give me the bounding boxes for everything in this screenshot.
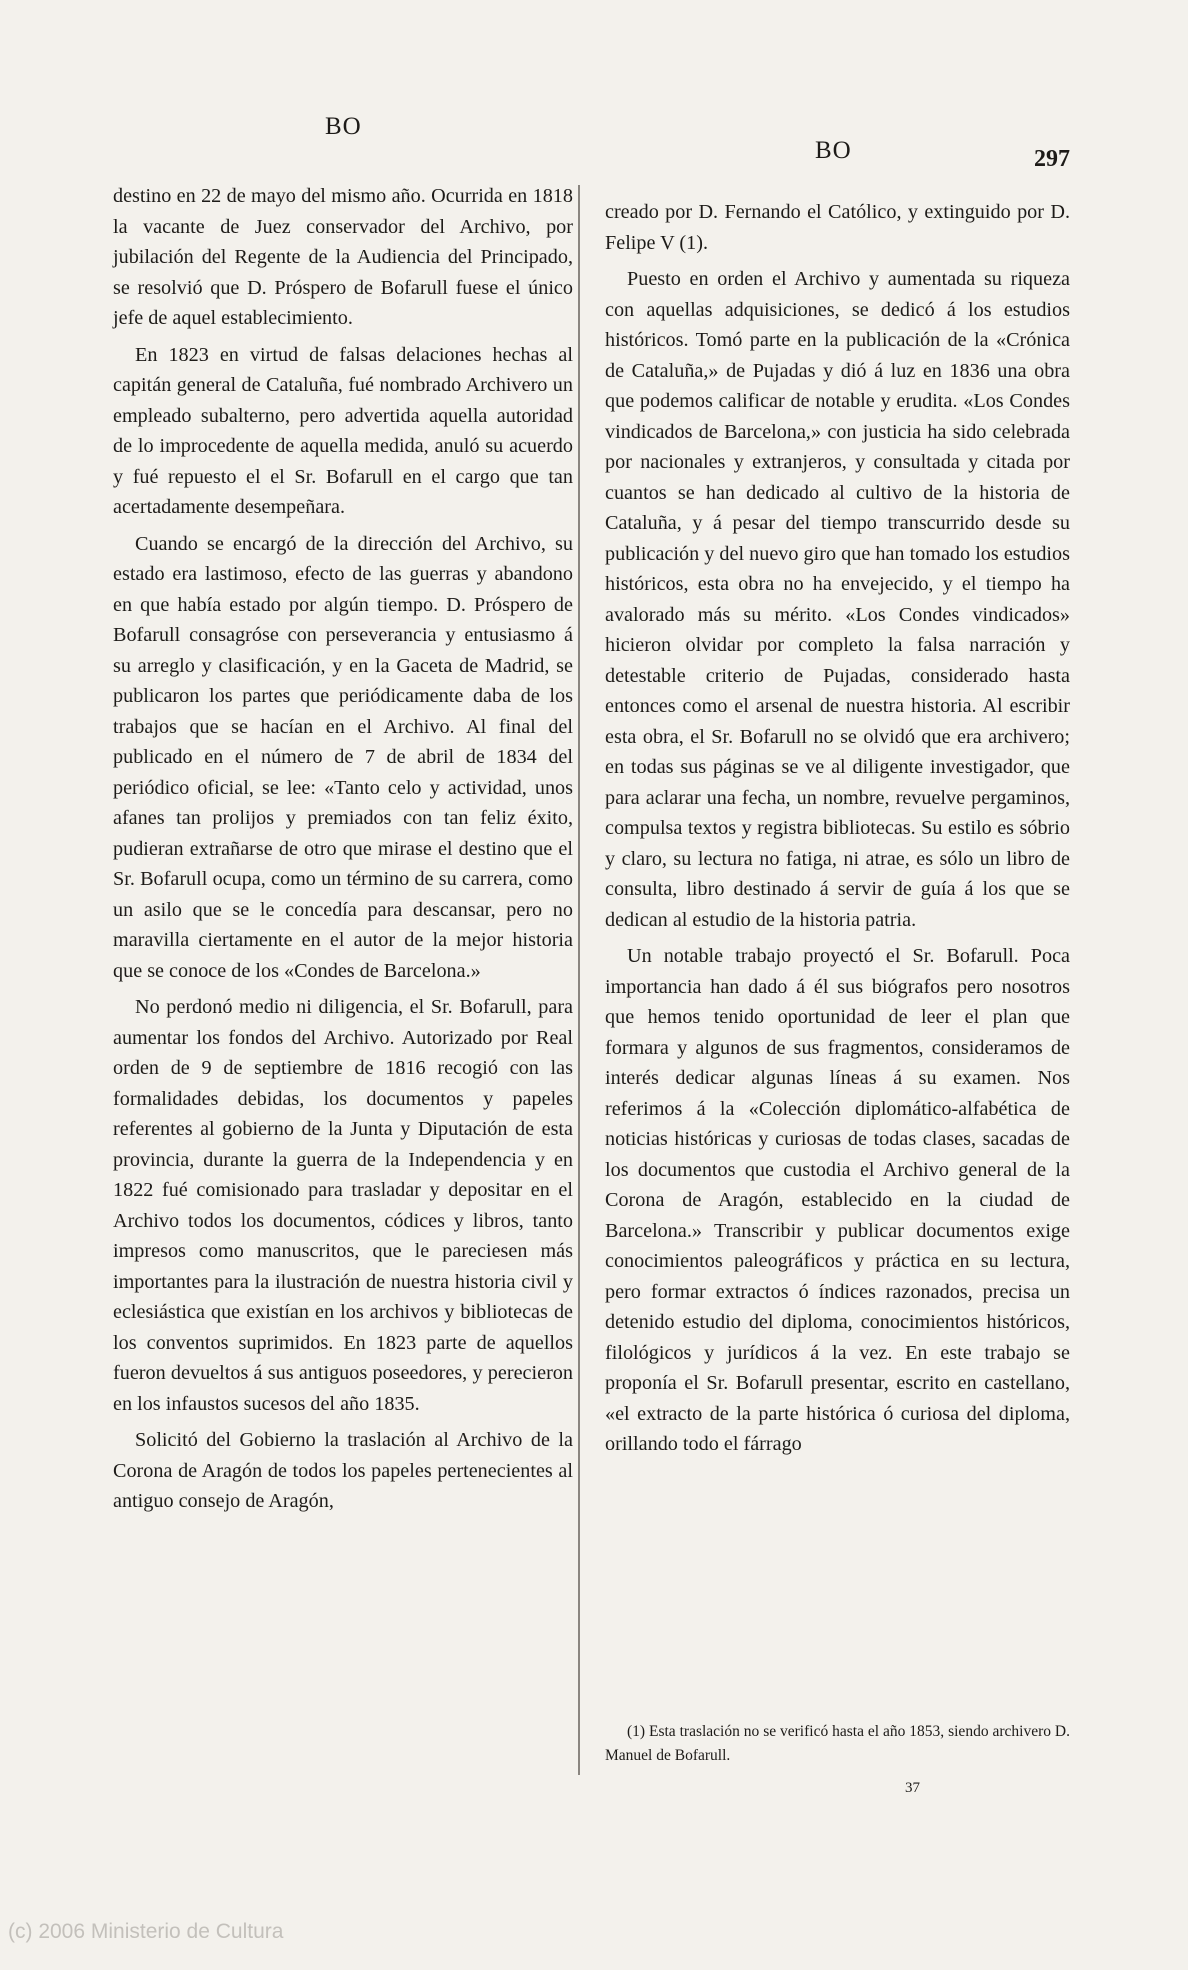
signature-mark: 37 xyxy=(905,1780,920,1796)
right-paragraph-3: Un notable trabajo proyectó el Sr. Bofarull. Poca importancia han dado á él sus biógrafos pero nosotros que hemos tenido oportunidad de leer el plan que formara y algunos de sus fragmentos, consideramos de interés dedicar algunas líneas á su examen. Nos referimos á la «Colección diplomático-alfabética de noticias históricas y curiosas de todas clases, sacadas de los documentos que custodia el Archivo general de la Corona de Aragón, establecido en la ciudad de Barcelona.» Transcribir y publicar documentos exige conocimientos paleográficos y práctica en su lectura, pero formar extractos ó índices razonados, precisa un detenido estudio del diploma, conocimientos históricos, filológicos y jurídicos á la vez. En este trabajo se proponía el Sr. Bofarull presentar, escrito en castellano, «el extracto de la parte histórica ó curiosa del diploma, orillando todo el fárrago xyxy=(605,945,1070,1455)
left-paragraph-3: Cuando se encargó de la dirección del Archivo, su estado era lastimoso, efecto de las guerras y abandono en que había estado por algún tiempo. D. Próspero de Bofarull consagróse con perseverancia y entusiasmo á su arreglo y clasificación, y en la Gaceta de Madrid, se publicaron los partes que periódicamente daba de los trabajos que se hacían en el Archivo. Al final del publicado en el número de 7 de abril de 1834 del periódico oficial, se lee: «Tanto celo y actividad, unos afanes tan prolijos y premiados con tan feliz éxito, pudieran extrañarse de otro que mirase el destino que el Sr. Bofarull ocupa, como un término de su carrera, como un asilo que se le concedía para descansar, pero no maravilla ciertamente en el autor de la mejor historia que se conoce de los «Condes de Barcelona.» xyxy=(113,532,573,982)
running-head-left: BO xyxy=(325,113,362,140)
left-paragraph-1: destino en 22 de mayo del mismo año. Ocurrida en 1818 la vacante de Juez conservador del Archivo, por jubilación del Regente de la Audiencia del Principado, se resolvió que D. Próspero de Bofarull fuese el único jefe de aquel establecimiento. xyxy=(113,185,573,329)
left-paragraph-2: En 1823 en virtud de falsas delaciones hechas al capitán general de Cataluña, fué nombrado Archivero un empleado subalterno, pero advertida aquella autoridad de lo improcedente de aquella medida, anuló su acuerdo y fué repuesto el el Sr. Bofarull en el cargo que tan acertadamente desempeñara. xyxy=(113,343,573,518)
left-paragraph-5: Solicitó del Gobierno la traslación al Archivo de la Corona de Aragón de todos los papeles pertenecientes al antiguo consejo de Aragón, xyxy=(113,1429,573,1512)
left-paragraph-4: No perdonó medio ni diligencia, el Sr. Bofarull, para aumentar los fondos del Archivo. Autorizado por Real orden de 9 de septiembre de 1816 recogió con las formalidades debidas, los documentos y papeles referentes al gobierno de la Junta y Diputación de esta provincia, durante la guerra de la Independencia y en 1822 fué comisionado para trasladar y depositar en el Archivo todos los documentos, códices y libros, tanto impresos como manuscritos, que le pareciesen más importantes para la ilustración de nuestra historia civil y eclesiástica que existían en los archivos y bibliotecas de los conventos suprimidos. En 1823 parte de aquellos fueron devueltos á sus antiguos poseedores, y perecieron en los infaustos sucesos del año 1835. xyxy=(113,996,573,1415)
running-head-right: BO xyxy=(815,137,852,164)
footnote xyxy=(605,1720,1070,1768)
right-paragraph-2: Puesto en orden el Archivo y aumentada su riqueza con aquellas adquisiciones, se dedicó á los estudios históricos. Tomó parte en la publicación de la «Crónica de Cataluña,» de Pujadas y dió á luz en 1836 una obra que podemos calificar de notable y erudita. «Los Condes vindicados de Barcelona,» con justicia ha sido celebrada por nacionales y extranjeros, y consultada y citada por cuantos se han dedicado al cultivo de la historia de Cataluña, y á pesar del tiempo transcurrido desde su publicación y del nuevo giro que han tomado los estudios históricos, esta obra no ha envejecido, y el tiempo ha avalorado más su mérito. «Los Condes vindicados» hicieron olvidar por completo la falsa narración y detestable criterio de Pujadas, considerado hasta entonces como el arsenal de nuestra historia. Al escribir esta obra, el Sr. Bofarull no se olvidó que era archivero; en todas sus páginas se ve al diligente investigador, que para aclarar una fecha, un nombre, revuelve pergaminos, compulsa textos y registra bibliotecas. Su estilo es sóbrio y claro, su lectura no fatiga, ni atrae, es sólo un libro de consulta, libro destinado á servir de guía á los que se dedican al estudio de la historia patria. xyxy=(605,268,1070,931)
right-paragraph-1: creado por D. Fernando el Católico, y extinguido por D. Felipe V (1). xyxy=(605,201,1070,254)
footnote-text: (1) Esta traslación no se verificó hasta el año 1853, siendo archivero D. Manuel de Bofarull. xyxy=(605,1723,1070,1764)
right-column xyxy=(605,197,1070,1460)
page-number: 297 xyxy=(1034,146,1070,172)
column-divider xyxy=(578,185,580,1775)
left-column xyxy=(113,181,573,1517)
copyright-watermark: (c) 2006 Ministerio de Cultura xyxy=(8,1920,284,1943)
